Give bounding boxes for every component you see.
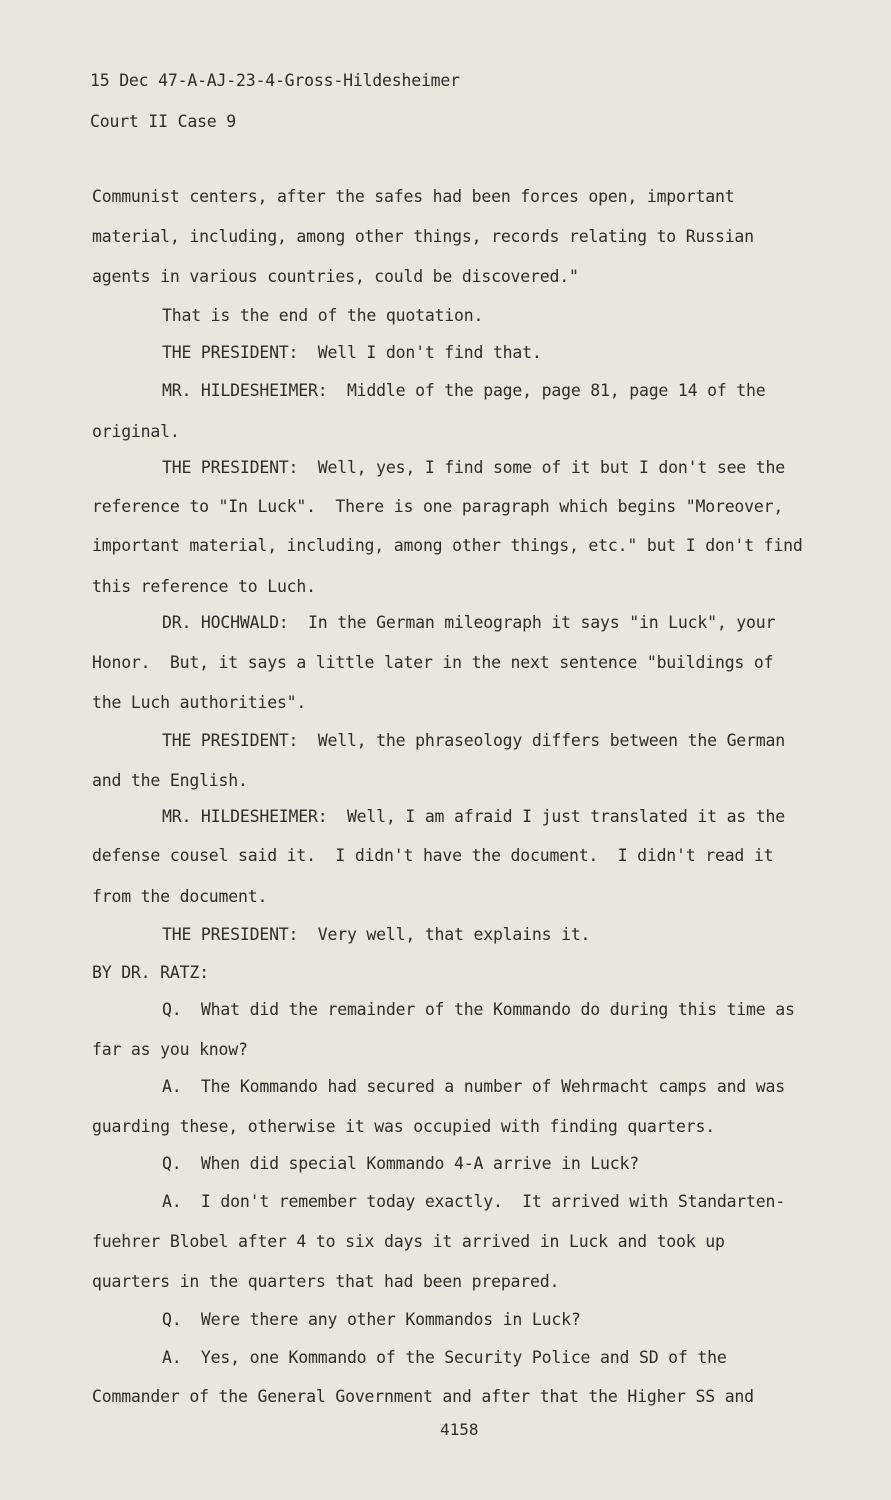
body-line: BY DR. RATZ: bbox=[92, 963, 209, 982]
body-line: THE PRESIDENT: Well, yes, I find some of it but I don't see the bbox=[162, 458, 785, 477]
body-line: Q. What did the remainder of the Kommando do during this time as bbox=[162, 1000, 795, 1019]
body-line: material, including, among other things, records relating to Russian bbox=[92, 227, 754, 246]
body-line: fuehrer Blobel after 4 to six days it arrived in Luck and took up bbox=[92, 1232, 725, 1251]
body-line: THE PRESIDENT: Well, the phraseology differs between the German bbox=[162, 731, 785, 750]
body-line: quarters in the quarters that had been prepared. bbox=[92, 1272, 560, 1291]
body-line: Commander of the General Government and after that the Higher SS and bbox=[92, 1387, 754, 1406]
body-line: reference to "In Luck". There is one paragraph which begins "Moreover, bbox=[92, 497, 784, 516]
body-line: THE PRESIDENT: Well I don't find that. bbox=[162, 343, 542, 362]
body-line: the Luch authorities". bbox=[92, 693, 307, 712]
body-line: and the English. bbox=[92, 771, 248, 790]
page-number: 4158 bbox=[440, 1420, 479, 1439]
body-line: Communist centers, after the safes had been forces open, important bbox=[92, 187, 735, 206]
body-line: far as you know? bbox=[92, 1040, 248, 1059]
body-line: important material, including, among other things, etc." but I don't find bbox=[92, 536, 803, 555]
body-line: A. The Kommando had secured a number of Wehrmacht camps and was bbox=[162, 1077, 785, 1096]
body-line: MR. HILDESHEIMER: Well, I am afraid I just translated it as the bbox=[162, 807, 785, 826]
body-line: A. I don't remember today exactly. It arrived with Standarten- bbox=[162, 1192, 785, 1211]
body-line: Q. Were there any other Kommandos in Luck? bbox=[162, 1310, 581, 1329]
body-line: MR. HILDESHEIMER: Middle of the page, page 81, page 14 of the bbox=[162, 381, 766, 400]
body-line: Honor. But, it says a little later in the next sentence "buildings of bbox=[92, 653, 774, 672]
body-line: THE PRESIDENT: Very well, that explains it. bbox=[162, 925, 591, 944]
body-line: A. Yes, one Kommando of the Security Police and SD of the bbox=[162, 1348, 727, 1367]
header-line-1: 15 Dec 47-A-AJ-23-4-Gross-Hildesheimer bbox=[90, 71, 460, 90]
body-line: from the document. bbox=[92, 887, 268, 906]
body-line: Q. When did special Kommando 4-A arrive in Luck? bbox=[162, 1154, 639, 1173]
body-line: agents in various countries, could be discovered." bbox=[92, 267, 579, 286]
body-line: this reference to Luch. bbox=[92, 577, 316, 596]
body-line: guarding these, otherwise it was occupied with finding quarters. bbox=[92, 1117, 715, 1136]
header-line-2: Court II Case 9 bbox=[90, 112, 237, 131]
body-line: original. bbox=[92, 422, 180, 441]
body-line: defense cousel said it. I didn't have the document. I didn't read it bbox=[92, 846, 774, 865]
body-line: DR. HOCHWALD: In the German mileograph it says "in Luck", your bbox=[162, 613, 776, 632]
body-line: That is the end of the quotation. bbox=[162, 306, 484, 325]
